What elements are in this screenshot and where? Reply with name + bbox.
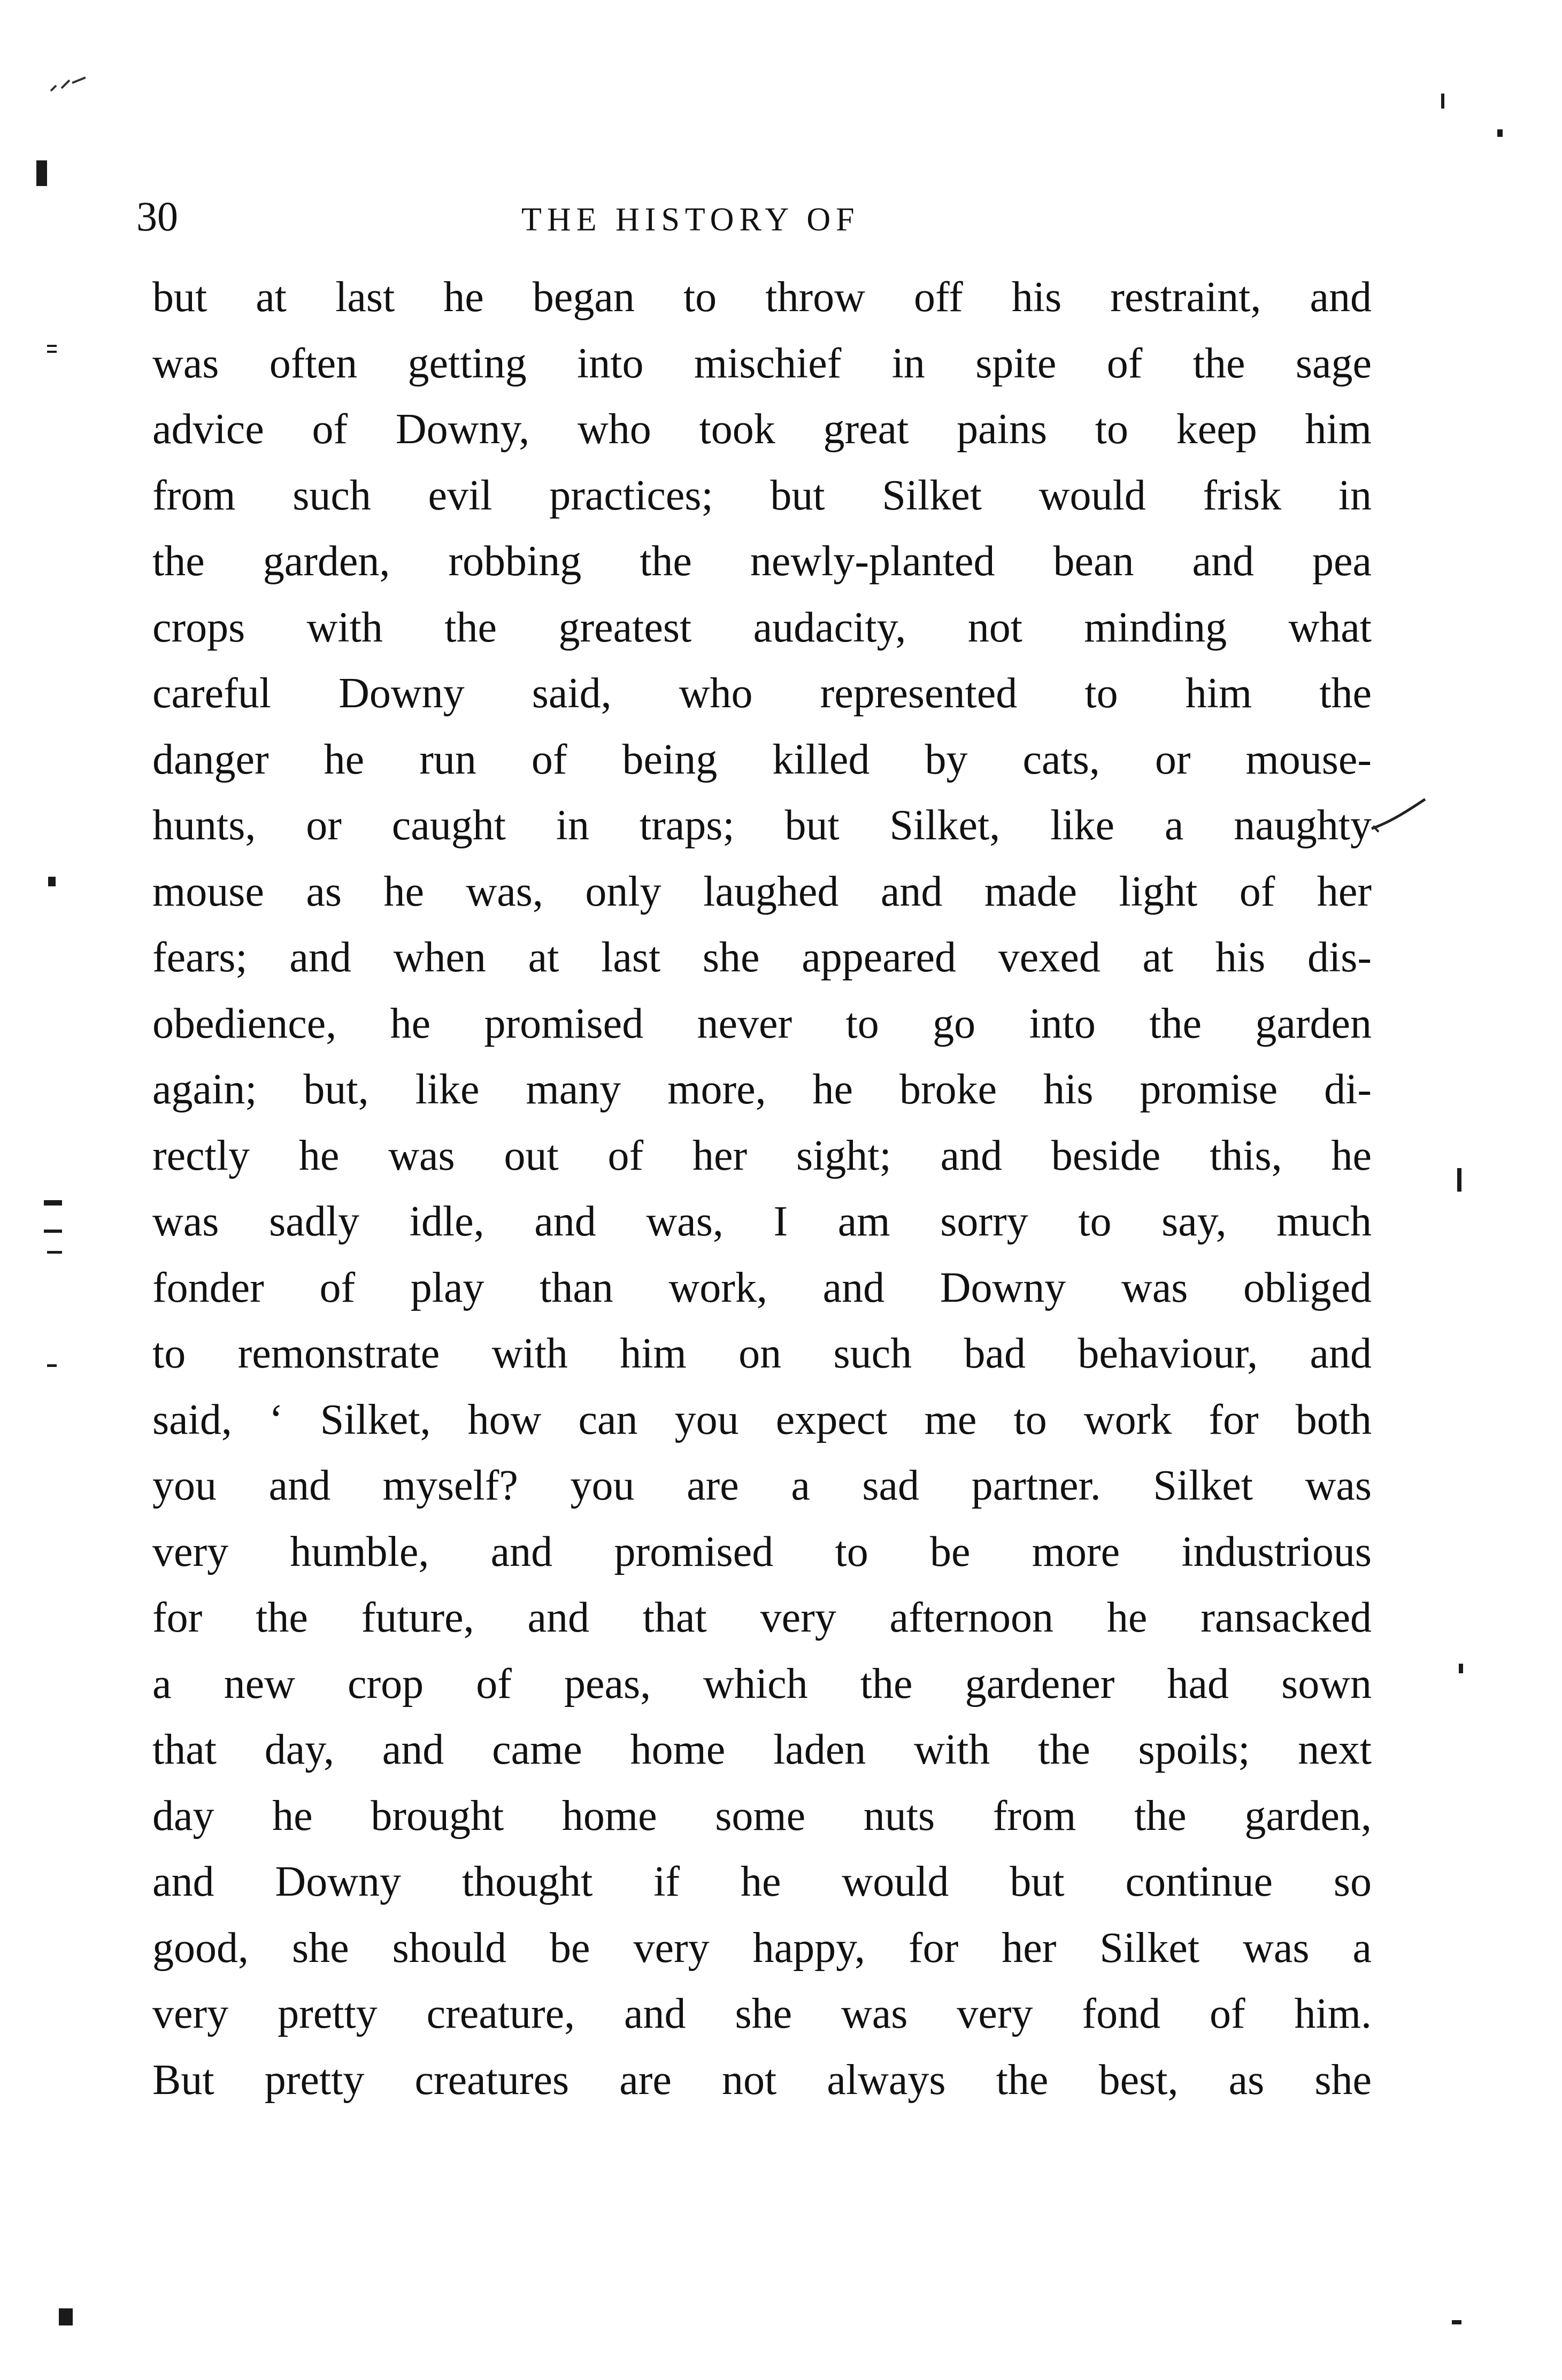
- text-line: fears; and when at last she appeared vexed at his dis-: [152, 934, 1372, 981]
- scan-speck: [47, 1251, 62, 1254]
- text-line: obedience, he promised never to go into the garden: [152, 1000, 1372, 1047]
- text-line: fonder of play than work, and Downy was obliged: [152, 1264, 1372, 1311]
- scan-speck: [44, 1230, 62, 1233]
- text-line: for the future, and that very afternoon he ransacked: [152, 1594, 1372, 1641]
- text-line: danger he run of being killed by cats, or mouse-: [152, 736, 1372, 783]
- text-line: very humble, and promised to be more industrious: [152, 1528, 1372, 1575]
- body-text: [152, 265, 1372, 2113]
- scan-speck: [36, 160, 47, 186]
- scan-speck: [1497, 129, 1503, 137]
- text-line: day he brought home some nuts from the garden,: [152, 1792, 1372, 1840]
- text-line: mouse as he was, only laughed and made light of her: [152, 868, 1372, 915]
- scan-speck: [1452, 2320, 1461, 2324]
- page-number: 30: [136, 193, 178, 239]
- scan-speck: [48, 877, 56, 886]
- text-line: crops with the greatest audacity, not minding what: [152, 604, 1372, 651]
- text-line: the garden, robbing the newly-planted bean and pea: [152, 538, 1372, 585]
- scan-speck: [1441, 94, 1444, 109]
- text-line: was often getting into mischief in spite of the sage: [152, 339, 1372, 387]
- text-line: from such evil practices; but Silket would frisk in: [152, 472, 1372, 519]
- text-line: very pretty creature, and she was very fond of him.: [152, 1990, 1372, 2037]
- text-line: good, she should be very happy, for her Silket was a: [152, 1924, 1372, 1972]
- scan-speck: [44, 1200, 62, 1206]
- scan-speck: [47, 1364, 57, 1367]
- text-line: you and myself? you are a sad partner. Silket was: [152, 1462, 1372, 1509]
- text-line: But pretty creatures are not always the best, as she: [152, 2056, 1372, 2104]
- text-line: a new crop of peas, which the gardener had sown: [152, 1660, 1372, 1707]
- text-line: hunts, or caught in traps; but Silket, like a naughty: [152, 802, 1372, 849]
- scan-speck: [59, 2308, 73, 2325]
- page-header: [136, 187, 1350, 246]
- text-line: careful Downy said, who represented to him the: [152, 670, 1372, 717]
- text-line: advice of Downy, who took great pains to keep him: [152, 406, 1372, 453]
- scan-speck: [1457, 1168, 1461, 1192]
- scan-speck: [1459, 1664, 1463, 1673]
- text-line: was sadly idle, and was, I am sorry to say, much: [152, 1198, 1372, 1245]
- scan-speck: [47, 345, 57, 347]
- text-line: to remonstrate with him on such bad behaviour, and: [152, 1330, 1372, 1377]
- scan-speck: [47, 351, 57, 353]
- running-head: THE HISTORY OF: [521, 202, 860, 238]
- text-line: again; but, like many more, he broke his promise di-: [152, 1066, 1372, 1113]
- text-line: rectly he was out of her sight; and beside this, he: [152, 1132, 1372, 1179]
- text-line: but at last he began to throw off his restraint, and: [152, 274, 1372, 321]
- margin-tick-mark: [1369, 797, 1428, 839]
- text-line: said, ‘ Silket, how can you expect me to work for both: [152, 1396, 1372, 1443]
- text-line: and Downy thought if he would but continue so: [152, 1858, 1372, 1905]
- text-line: that day, and came home laden with the spoils; next: [152, 1726, 1372, 1773]
- corner-speck-mark: [48, 69, 91, 102]
